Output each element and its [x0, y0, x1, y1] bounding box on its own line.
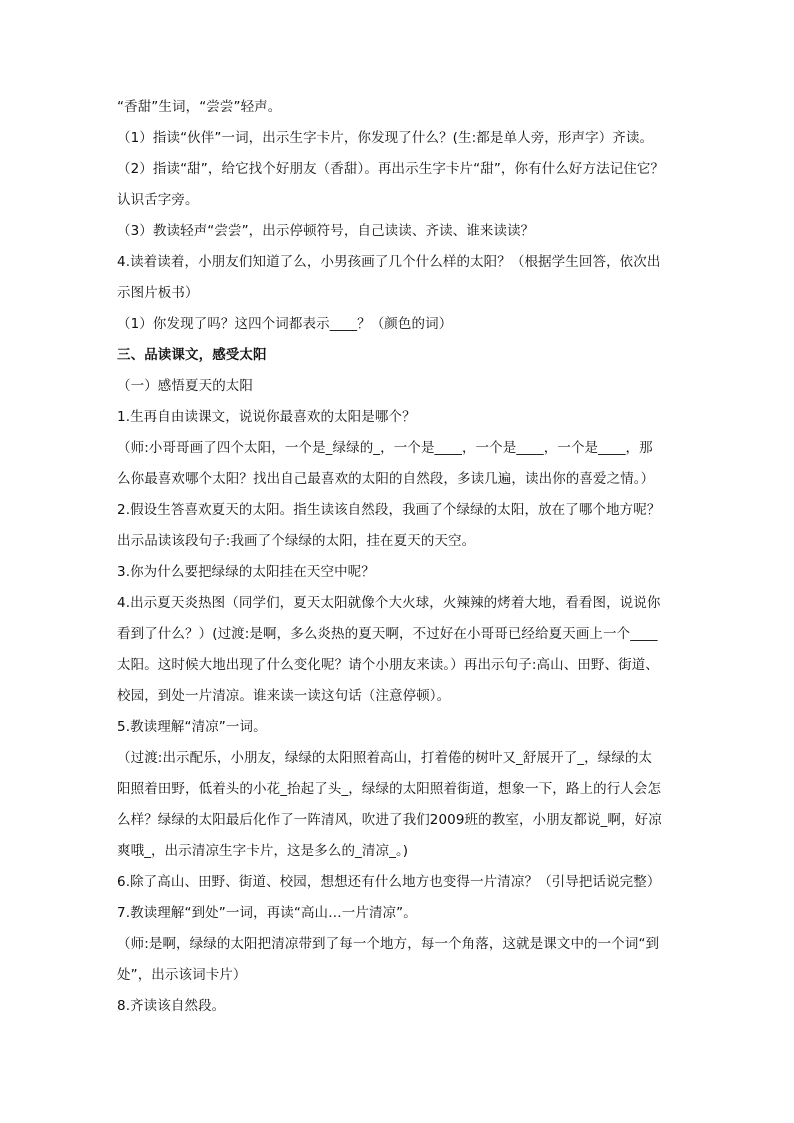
section-heading: 三、品读课文，感受太阳	[117, 347, 267, 363]
text-line: （过渡:出示配乐，小朋友，绿绿的太阳照着高山，打着倦的树叶又_舒展开了_，绿绿的太	[117, 750, 653, 766]
text-line: 3.你为什么要把绿绿的太阳挂在天空中呢？	[117, 564, 375, 580]
text-line: 1.生再自由读课文，说说你最喜欢的太阳是哪个？	[117, 409, 416, 425]
text-line: 5.教读理解“清凉”一词。	[117, 719, 267, 735]
text-line: 4.读着读着，小朋友们知道了么，小男孩画了几个什么样的太阳？（根据学生回答，依次出	[117, 254, 661, 270]
text-line: 2.假设生答喜欢夏天的太阳。指生读该自然段，我画了个绿绿的太阳，放在了哪个地方呢？	[117, 502, 661, 518]
text-line: （1）指读“伙伴”一词，出示生字卡片，你发现了什么？(生:都是单人旁，形声字）齐读。	[117, 130, 654, 146]
text-line: 爽哦_，出示清凉生字卡片，这是多么的_清凉_。)	[117, 843, 409, 859]
text-line: “香甜”生词，“尝尝”轻声。	[117, 99, 282, 115]
text-line: 4.出示夏天炎热图（同学们，夏天太阳就像个大火球，火辣辣的烤着大地，看看图，说说你	[117, 595, 661, 611]
text-line: 7.教读理解“到处”一词，再读“高山…一片清凉”。	[117, 905, 417, 921]
text-line: 太阳。这时候大地出现了什么变化呢？请个小朋友来读。）再出示句子:高山、田野、街道、	[117, 657, 659, 673]
subsection-heading: （一）感悟夏天的太阳	[117, 378, 253, 394]
text-line: 出示品读该段句子:我画了个绿绿的太阳，挂在夏天的天空。	[117, 533, 476, 549]
text-line: 么你最喜欢哪个太阳？找出自己最喜欢的太阳的自然段，多读几遍，读出你的喜爱之情。）	[117, 471, 655, 487]
text-line: 认识舌字旁。	[117, 192, 199, 208]
text-line: 看到了什么？）(过渡:是啊，多么炎热的夏天啊，不过好在小哥哥已经给夏天画上一个____	[117, 626, 658, 642]
text-line: 阳照着田野，低着头的小花_抬起了头_，绿绿的太阳照着街道，想象一下，路上的行人会怎	[117, 781, 662, 797]
text-line: （师:是啊，绿绿的太阳把清凉带到了每一个地方，每一个角落，这就是课文中的一个词“到	[117, 936, 660, 952]
text-line: 校园，到处一片清凉。谁来读一读这句话（注意停顿）。	[117, 688, 451, 704]
document-body	[117, 92, 677, 1022]
text-line: （师:小哥哥画了四个太阳，一个是_绿绿的_，一个是____，一个是____，一个是____，那	[117, 440, 653, 456]
text-line: （3）教读轻声“尝尝”，出示停顿符号，自己读读、齐读、谁来读读？	[117, 223, 535, 239]
text-line: （2）指读“甜”，给它找个好朋友（香甜）。再出示生字卡片“甜”，你有什么好方法记住它？	[117, 161, 665, 177]
text-line: 8.齐读该自然段。	[117, 998, 226, 1014]
text-line: 示图片板书）	[117, 285, 199, 301]
text-line: 6.除了高山、田野、街道、校园，想想还有什么地方也变得一片清凉？（引导把话说完整）	[117, 874, 661, 890]
text-line: 么样？绿绿的太阳最后化作了一阵清风，吹进了我们2009班的教室，小朋友都说_啊，好凉	[117, 812, 662, 828]
text-line: 处”，出示该词卡片）	[117, 967, 247, 983]
text-line: （1）你发现了吗？这四个词都表示____？（颜色的词）	[117, 316, 453, 332]
